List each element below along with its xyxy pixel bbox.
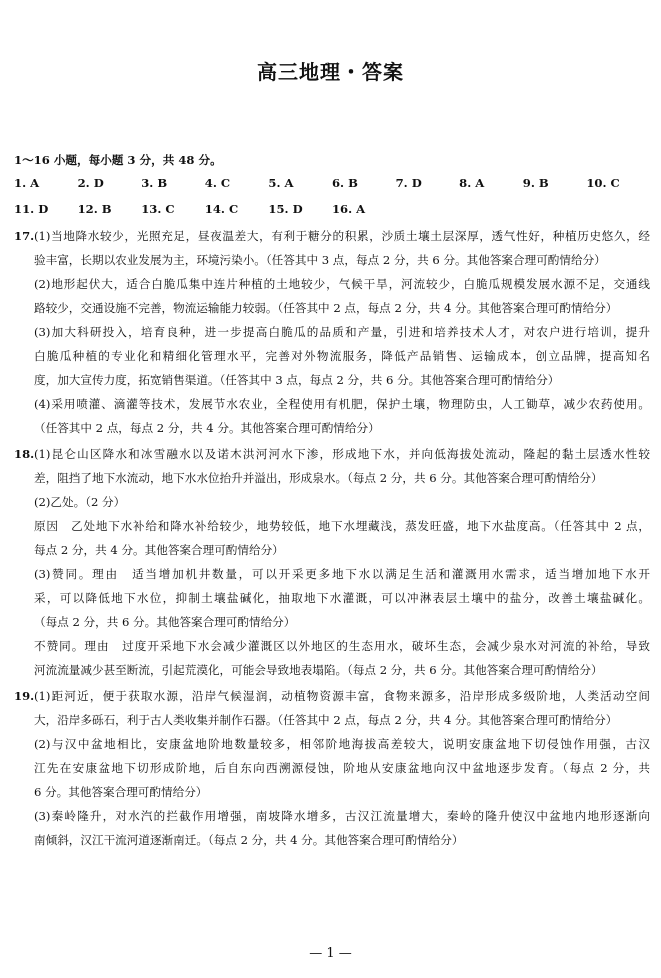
page-title: 高三地理・答案 (257, 60, 404, 84)
answer-line: 差，阻挡了地下水流动，地下水水位抬升并溢出，形成泉水。（每点 2 分，共 6 分。其他答案合理可酌情给分） (34, 471, 603, 485)
mc-answer: 6. B (331, 176, 358, 190)
mc-answer: 7. D (395, 176, 422, 190)
mc-answer: 16. A (331, 202, 366, 216)
mc-answer: 14. C (204, 202, 239, 216)
mc-answer: 13. C (141, 202, 175, 216)
question-19 (14, 684, 650, 852)
answer-line: 验丰富，长期以农业发展为主，环境污染小。（任答其中 3 点，每点 2 分，共 6 分。其他答案合理可酌情给分） (34, 253, 606, 267)
mc-intro: 1～16 小题，每小题 3 分，共 48 分。 (14, 153, 222, 167)
answer-line: 6 分。其他答案合理可酌情给分） (34, 785, 208, 799)
answer-line: 每点 2 分，共 4 分。其他答案合理可酌情给分） (34, 543, 284, 557)
answer-line: (2)地形起伏大，适合白脆瓜集中连片种植的土地较少，气候干旱，河流较少，白脆瓜规模发展水源不足，交通线 (34, 277, 650, 291)
answer-line (14, 224, 650, 248)
answer-text: (1)距河近，便于获取水源，沿岸气候湿润，动植物资源丰富，食物来源多，沿岸形成多级阶地，人类活动空间 (34, 689, 650, 703)
answer-line: (3)秦岭隆升，对水汽的拦截作用增强，南坡降水增多，古汉江流量增大，秦岭的隆升使汉中盆地内地形逐渐向 (34, 809, 650, 823)
answer-line: （任答其中 2 点，每点 2 分，共 4 分。其他答案合理可酌情给分） (34, 421, 380, 435)
mc-answer: 12. B (77, 202, 112, 216)
question-17 (14, 224, 650, 440)
mc-answer: 8. A (459, 176, 485, 190)
answer-line: 原因 乙处地下水补给和降水补给较少，地势较低，地下水埋藏浅，蒸发旺盛，地下水盐度高。（任答其中 2 点， (34, 519, 650, 533)
answer-content (14, 150, 650, 852)
mc-answer: 4. C (204, 176, 231, 190)
page-number: — 1 — (309, 946, 352, 961)
mc-answers-row-1 (14, 170, 650, 196)
mc-answer: 9. B (522, 176, 549, 190)
answer-line: 采，可以降低地下水位，抑制土壤盐碱化，抽取地下水灌溉，可以冲淋表层土壤中的盐分，改善土壤盐碱化。 (34, 591, 650, 605)
answer-line: (3)赞同。理由 适当增加机井数量，可以开采更多地下水以满足生活和灌溉用水需求，适当增加地下水开 (34, 567, 650, 581)
answer-line: 大，沿岸多砾石，利于古人类收集并制作石器。（任答其中 2 点，每点 2 分，共 4 分。其他答案合理可酌情给分） (34, 713, 618, 727)
mc-answer: 2. D (77, 176, 104, 190)
answer-line: 白脆瓜种植的专业化和精细化管理水平，完善对外物流服务，降低产品销售、运输成本，创立品牌，提高知名 (34, 349, 650, 363)
answer-line (14, 442, 650, 466)
mc-answer: 11. D (14, 202, 49, 216)
answer-line: (2)与汉中盆地相比，安康盆地阶地数量较多，相邻阶地海拔高差较大，说明安康盆地下切侵蚀作用强，古汉 (34, 737, 650, 751)
answer-line: 路较少，交通设施不完善，物流运输能力较弱。（任答其中 2 点，每点 2 分，共 4 分。其他答案合理可酌情给分） (34, 301, 618, 315)
mc-answer: 3. B (141, 176, 168, 190)
question-number: 17. (14, 229, 35, 243)
question-number: 19. (14, 689, 35, 703)
answer-line: 南倾斜，汉江干流河道逐渐南迁。（每点 2 分，共 4 分。其他答案合理可酌情给分） (34, 833, 464, 847)
answer-line: 度，加大宣传力度，拓宽销售渠道。（任答其中 3 点，每点 2 分，共 6 分。其他答案合理可酌情给分） (34, 373, 560, 387)
answer-line: (2)乙处。（2 分） (34, 495, 126, 509)
answer-text: (1)昆仑山区降水和冰雪融水以及诺木洪河河水下渗，形成地下水，并向低海拔处流动，隆起的黏土层透水性较 (34, 447, 650, 461)
question-number: 18. (14, 447, 35, 461)
answer-line: 不赞同。理由 过度开采地下水会减少灌溉区以外地区的生态用水，破坏生态，会减少泉水对河流的补给，导致 (34, 639, 650, 653)
mc-answer: 15. D (268, 202, 303, 216)
mc-answer: 5. A (268, 176, 294, 190)
answer-text: (1)当地降水较少，光照充足，昼夜温差大，有利于糖分的积累，沙质土壤土层深厚，透气性好，种植历史悠久，经 (34, 229, 650, 243)
mc-answer: 10. C (586, 176, 620, 190)
answer-line (14, 684, 650, 708)
answer-line: 江先在安康盆地下切形成阶地，后自东向西溯源侵蚀，阶地从安康盆地向汉中盆地逐步发育。（每点 2 分，共 (34, 761, 650, 775)
mc-answer: 1. A (14, 176, 40, 190)
answer-line: （每点 2 分，共 6 分。其他答案合理可酌情给分） (34, 615, 296, 629)
answer-line: (4)采用喷灌、滴灌等技术，发展节水农业，全程使用有机肥，保护土壤，物理防虫，人工锄草，减少农药使用。 (34, 397, 650, 411)
question-18 (14, 442, 650, 682)
mc-answers-row-2 (14, 196, 650, 222)
answer-line: (3)加大科研投入，培育良种，进一步提高白脆瓜的品质和产量，引进和培养技术人才，对农户进行培训，提升 (34, 325, 650, 339)
answer-line: 河流流量减少甚至断流，引起荒漠化，可能会导致地表塌陷。（每点 2 分，共 6 分。其他答案合理可酌情给分） (34, 663, 603, 677)
